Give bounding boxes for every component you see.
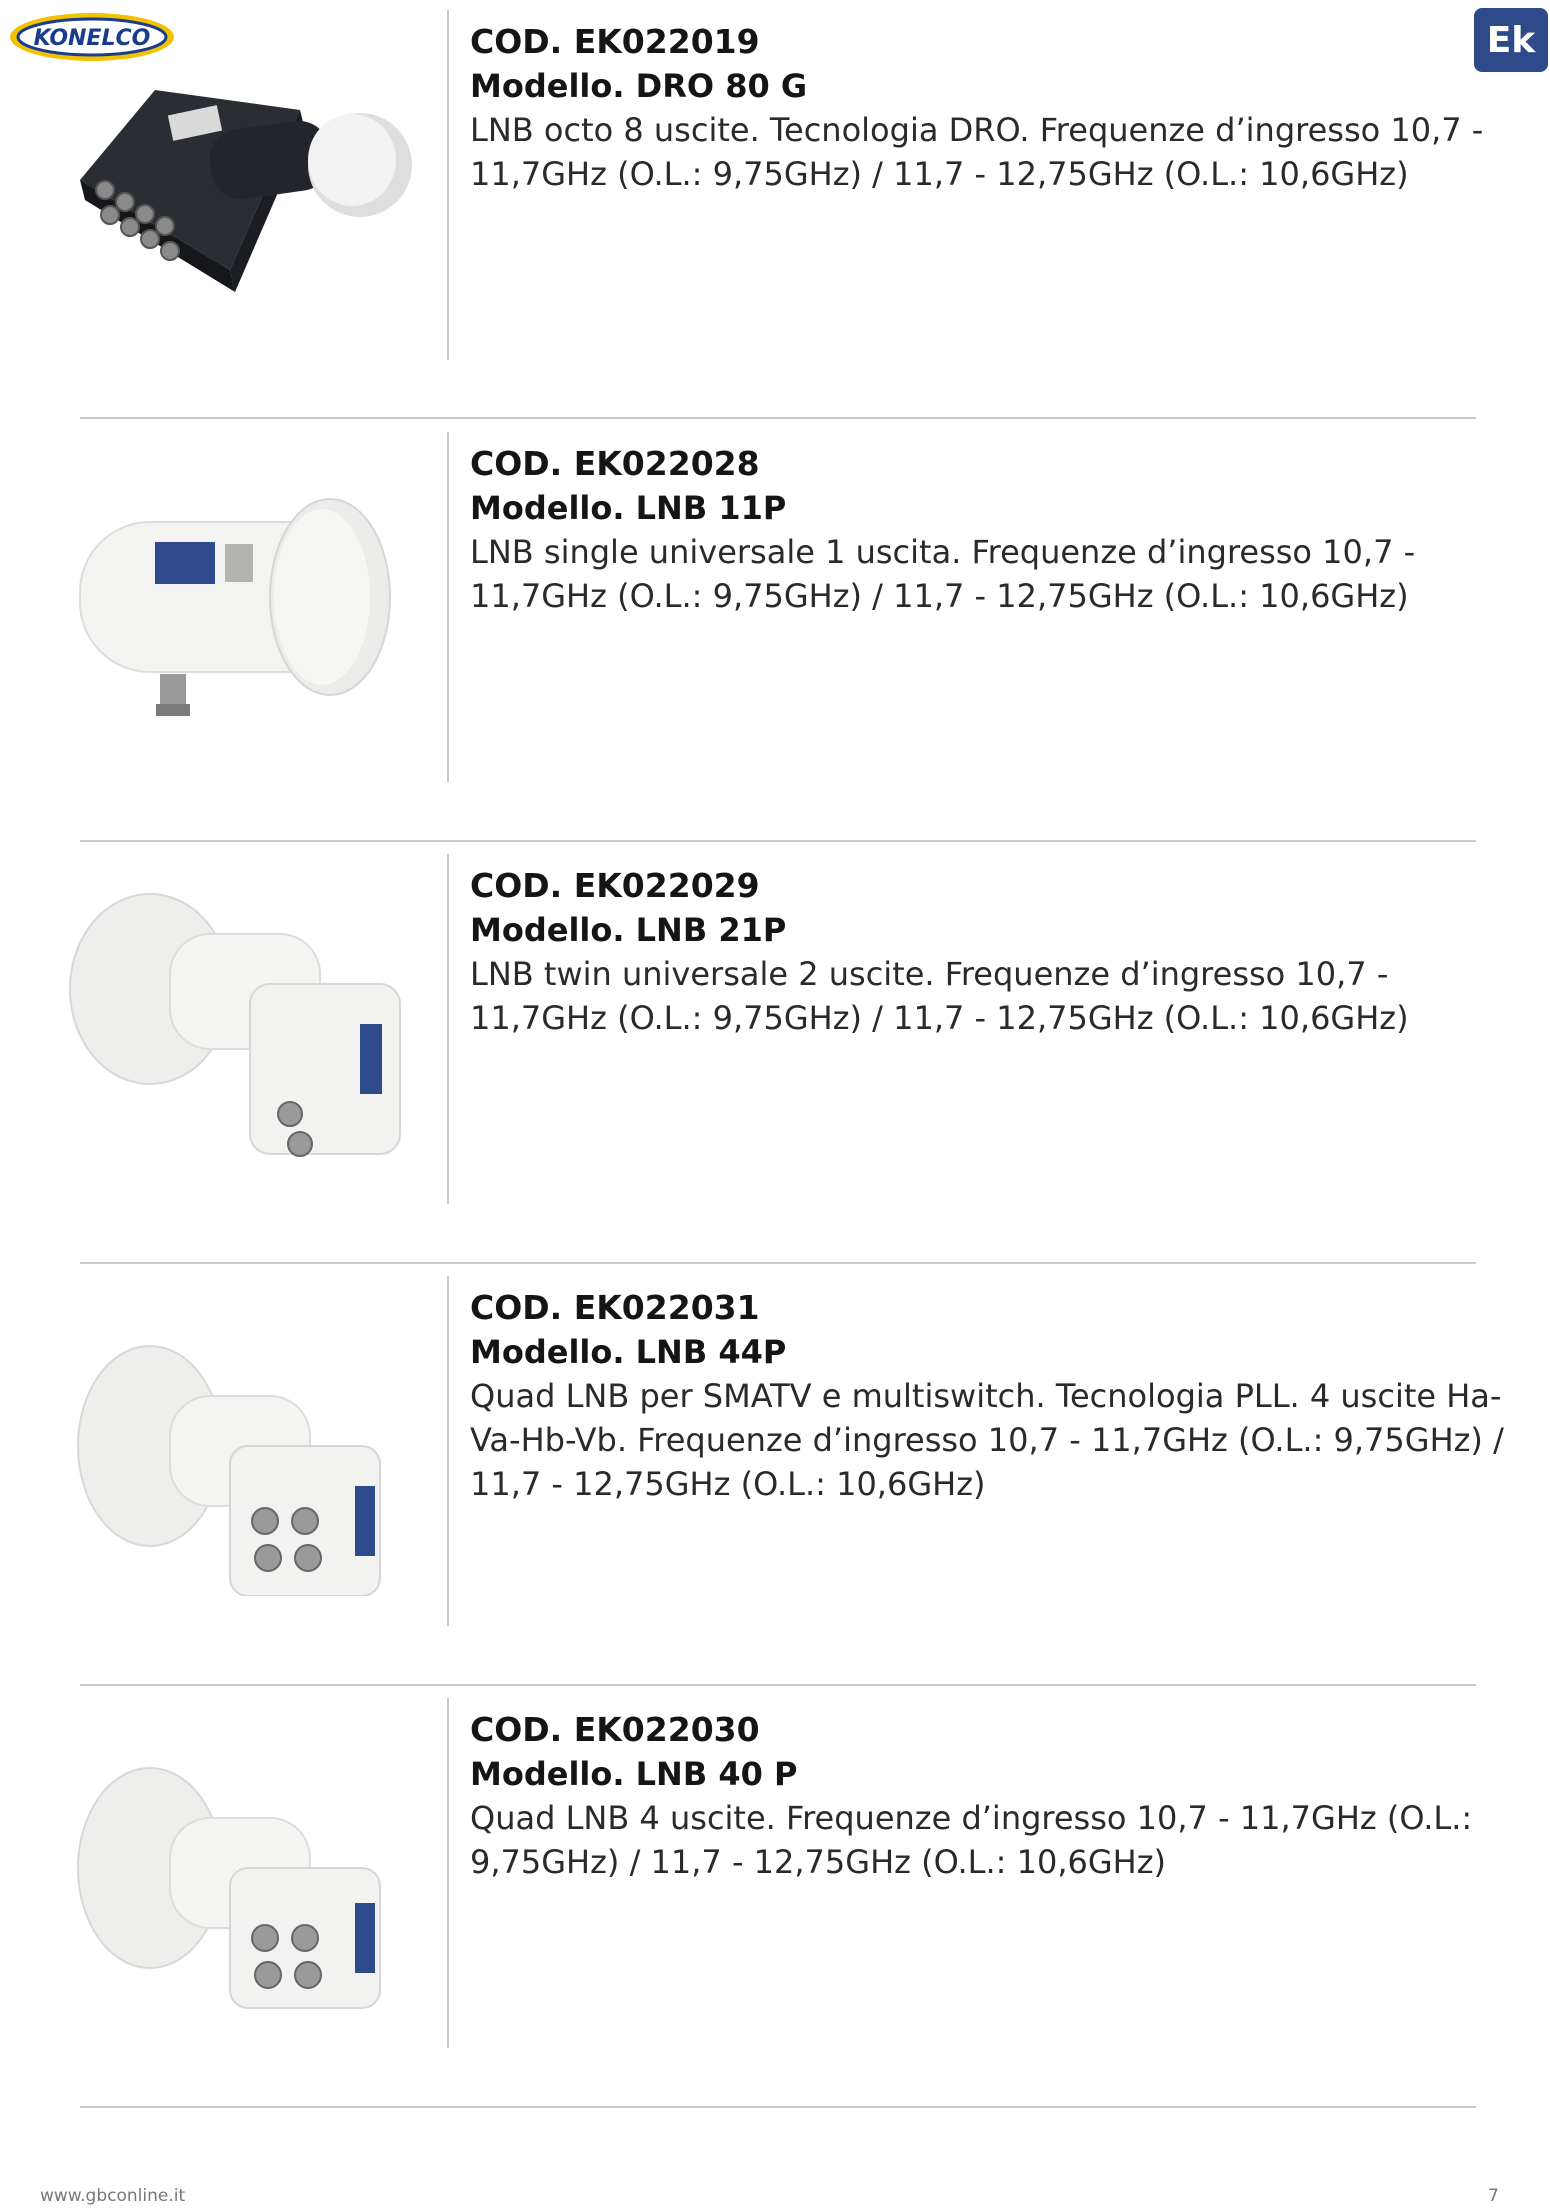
vertical-divider — [447, 1698, 449, 2048]
product-description: LNB twin universale 2 uscite. Frequenze d’ingresso 10,7 - 11,7GHz (O.L.: 9,75GHz) / 11,7 - 12,75GHz (O.L.: 10,6GHz) — [470, 955, 1409, 1037]
product-description: LNB single universale 1 uscita. Frequenze d’ingresso 10,7 - 11,7GHz (O.L.: 9,75GHz) / 11,7 - 12,75GHz (O.L.: 10,6GHz) — [470, 533, 1416, 615]
page-number: 7 — [1488, 2186, 1499, 2206]
product-model: Modello. LNB 40 P — [470, 1755, 798, 1793]
section-divider — [80, 417, 1476, 419]
product-code: COD. EK022019 — [470, 22, 760, 61]
product-entry — [0, 844, 1550, 1264]
vertical-divider — [447, 10, 449, 360]
vertical-divider — [447, 432, 449, 782]
lnb-octo-image — [60, 30, 430, 330]
lnb-quad-image — [60, 1296, 430, 1596]
product-entry — [0, 1266, 1550, 1686]
footer-url[interactable]: www.gbconline.it — [40, 2186, 186, 2206]
section-divider — [80, 2106, 1476, 2108]
lnb-single-image — [60, 452, 430, 752]
lnb-quad-image — [60, 1718, 430, 2018]
product-model: Modello. LNB 21P — [470, 911, 787, 949]
product-entry — [0, 1688, 1550, 2108]
product-model: Modello. LNB 44P — [470, 1333, 787, 1371]
product-code: COD. EK022031 — [470, 1288, 760, 1327]
product-description: LNB octo 8 uscite. Tecnologia DRO. Frequenze d’ingresso 10,7 - 11,7GHz (O.L.: 9,75GHz) / 11,7 - 12,75GHz (O.L.: 10,6GHz) — [470, 111, 1484, 193]
product-entry — [0, 422, 1550, 842]
product-code: COD. EK022029 — [470, 866, 760, 905]
svg-text:KONELCO: KONELCO — [33, 26, 151, 51]
product-entry — [0, 0, 1550, 420]
vertical-divider — [447, 854, 449, 1204]
product-description: Quad LNB per SMATV e multiswitch. Tecnologia PLL. 4 uscite Ha-Va-Hb-Vb. Frequenze d’ingresso 10,7 - 11,7GHz (O.L.: 9,75GHz) / 11,7 - 12,75GHz (O.L.: 10,6GHz) — [470, 1377, 1504, 1503]
product-code: COD. EK022030 — [470, 1710, 760, 1749]
section-badge: Ek — [1474, 8, 1548, 72]
section-divider — [80, 1684, 1476, 1686]
section-divider — [80, 1262, 1476, 1264]
section-divider — [80, 840, 1476, 842]
vertical-divider — [447, 1276, 449, 1626]
product-code: COD. EK022028 — [470, 444, 760, 483]
lnb-twin-image — [60, 874, 430, 1174]
product-model: Modello. DRO 80 G — [470, 67, 808, 105]
product-description: Quad LNB 4 uscite. Frequenze d’ingresso 10,7 - 11,7GHz (O.L.: 9,75GHz) / 11,7 - 12,75GHz (O.L.: 10,6GHz) — [470, 1799, 1473, 1881]
product-model: Modello. LNB 11P — [470, 489, 787, 527]
